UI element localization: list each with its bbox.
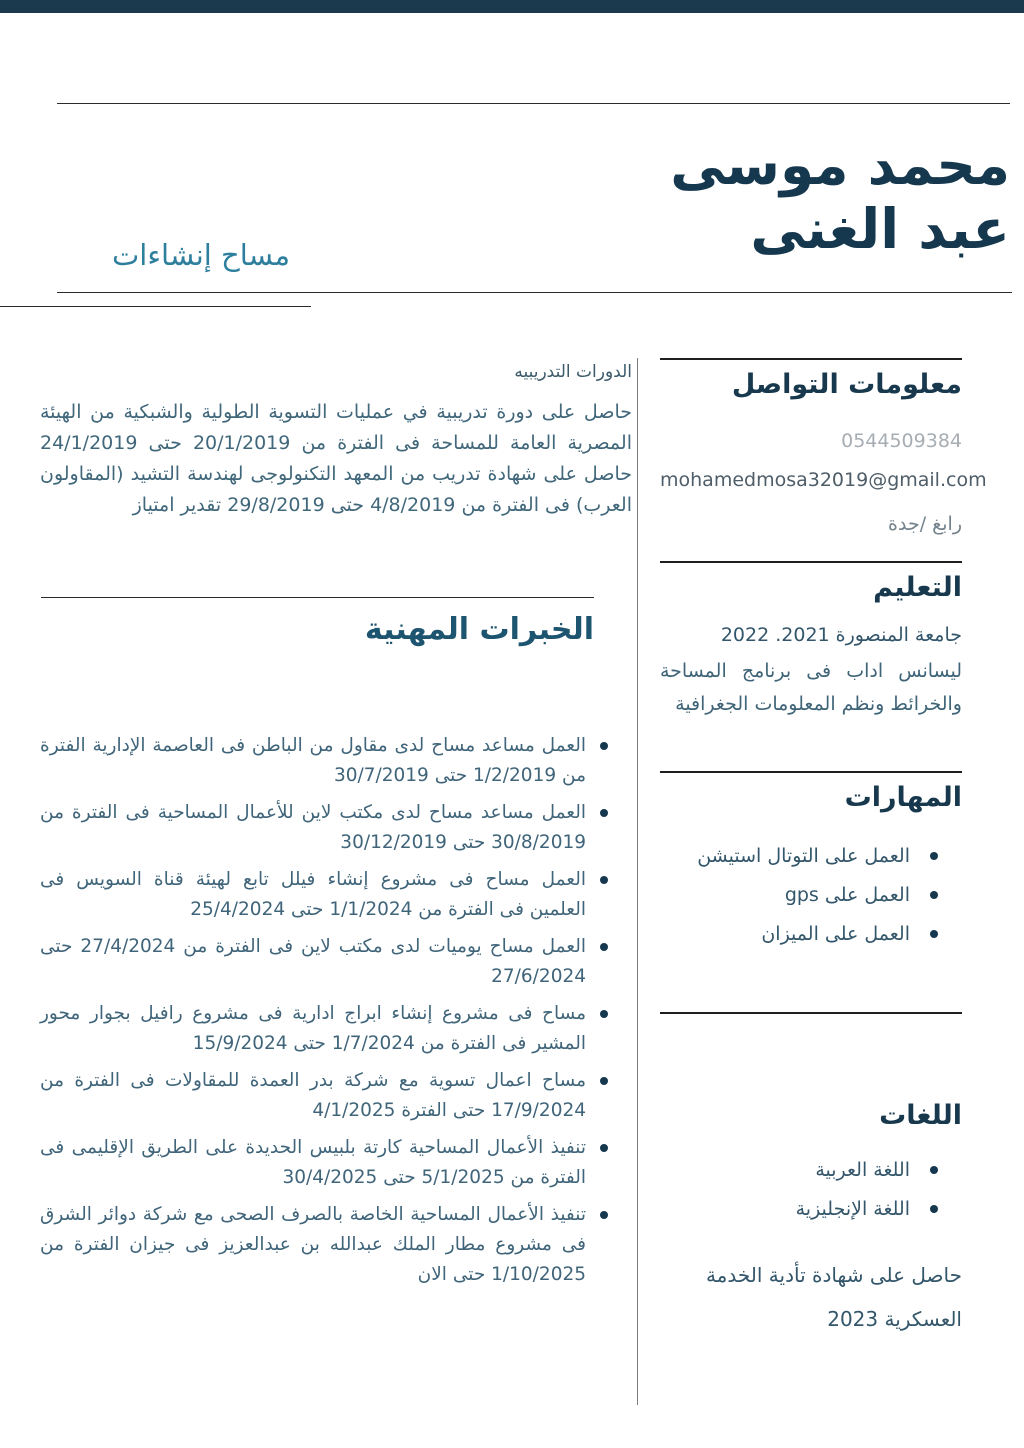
skills-section-rule — [660, 771, 962, 773]
skill-item: العمل على gps — [660, 876, 962, 915]
education-section-rule — [660, 561, 962, 563]
skills-title: المهارات — [844, 782, 962, 813]
candidate-name-line1: محمد موسى — [670, 133, 1010, 197]
experience-item: مساح اعمال تسوية مع شركة بدر العمدة للمقاولات فى الفترة من 17/9/2024 حتى الفترة 4/1/2025 — [40, 1066, 612, 1126]
top-accent-bar — [0, 0, 1024, 13]
experience-list — [40, 731, 612, 1290]
experience-section — [40, 612, 632, 1290]
column-divider — [637, 358, 638, 1405]
header-bottom-rule-short — [0, 306, 311, 307]
candidate-name-line2: عبد الغنى — [750, 196, 1010, 261]
languages-section — [660, 1012, 962, 1341]
experience-item: العمل مساعد مساح لدى مقاول من الباطن فى العاصمة الإدارية الفترة من 1/2/2019 حتى 30/7/2019 — [40, 731, 612, 791]
contact-section-rule — [660, 358, 962, 360]
contact-title: معلومات التواصل — [731, 369, 962, 400]
email-address: mohamedmosa32019@gmail.com — [660, 469, 987, 491]
contact-section — [660, 358, 987, 535]
education-section — [660, 561, 962, 721]
experience-item: تنفيذ الأعمال المساحية الخاصة بالصرف الصحى مع شركة دوائر الشرق فى مشروع مطار الملك عبدالله بن عبدالعزيز فى جيزان الفترة من 1/10/2025 حتى الان — [40, 1200, 612, 1290]
job-title: مساح إنشاءات — [112, 238, 291, 272]
header-bottom-rule — [57, 292, 1012, 293]
location-text: رابغ /جدة — [888, 513, 962, 535]
language-item: اللغة الإنجليزية — [660, 1190, 962, 1229]
experience-item: مساح فى مشروع إنشاء ابراج ادارية فى مشروع رافيل بجوار محور المشير فى الفترة من 1/7/2024 حتى 15/9/2024 — [40, 999, 612, 1059]
languages-list — [660, 1151, 962, 1229]
languages-title: اللغات — [879, 1100, 962, 1131]
training-title: الدورات التدريبيه — [514, 362, 632, 382]
education-school: جامعة المنصورة 2021. 2022 — [720, 624, 962, 646]
phone-number: 0544509384 — [841, 430, 962, 452]
education-degree: ليسانس اداب فى برنامج المساحة والخرائط ونظم المعلومات الجغرافية — [660, 660, 962, 715]
experience-item: العمل مساح يوميات لدى مكتب لاين فى الفترة من 27/4/2024 حتى 27/6/2024 — [40, 932, 612, 992]
education-title: التعليم — [873, 572, 962, 603]
experience-section-rule — [41, 597, 594, 598]
experience-item: تنفيذ الأعمال المساحية كارتة بلبيس الحديدة على الطريق الإقليمى فى الفترة من 5/1/2025 حتى 30/4/2025 — [40, 1133, 612, 1193]
experience-title: الخبرات المهنية — [364, 612, 594, 647]
sidebar — [660, 358, 987, 1341]
skills-list — [660, 837, 962, 954]
training-section — [40, 362, 632, 521]
main-content — [40, 362, 632, 1297]
skill-item: العمل على التوتال استيشن — [660, 837, 962, 876]
candidate-name — [670, 134, 1010, 262]
experience-item: العمل مساح فى مشروع إنشاء فيلل تابع لهيئة قناة السويس فى العلمين فى الفترة من 1/1/2024 حتى 25/4/2024 — [40, 865, 612, 925]
training-body: حاصل على دورة تدريبية في عمليات التسوية الطولية والشبكية من الهيئة المصرية العامة للمساحة فى الفترة من 20/1/2019 حتى 24/1/2019 حاصل على شهادة تدريب من المعهد التكنولوجى لهندسة التشيد (المقاولون العرب) فى الفترة من 4/8/2019 حتى 29/8/2019 تقدير امتياز — [40, 401, 632, 516]
languages-section-rule — [660, 1012, 962, 1014]
skills-section — [660, 771, 962, 954]
military-service-note: حاصل على شهادة تأدية الخدمة العسكرية 2023 — [705, 1263, 962, 1331]
experience-item: العمل مساعد مساح لدى مكتب لاين للأعمال المساحية فى الفترة من 30/8/2019 حتى 30/12/2019 — [40, 798, 612, 858]
language-item: اللغة العربية — [660, 1151, 962, 1190]
skill-item: العمل على الميزان — [660, 915, 962, 954]
header-top-rule — [57, 103, 1010, 104]
